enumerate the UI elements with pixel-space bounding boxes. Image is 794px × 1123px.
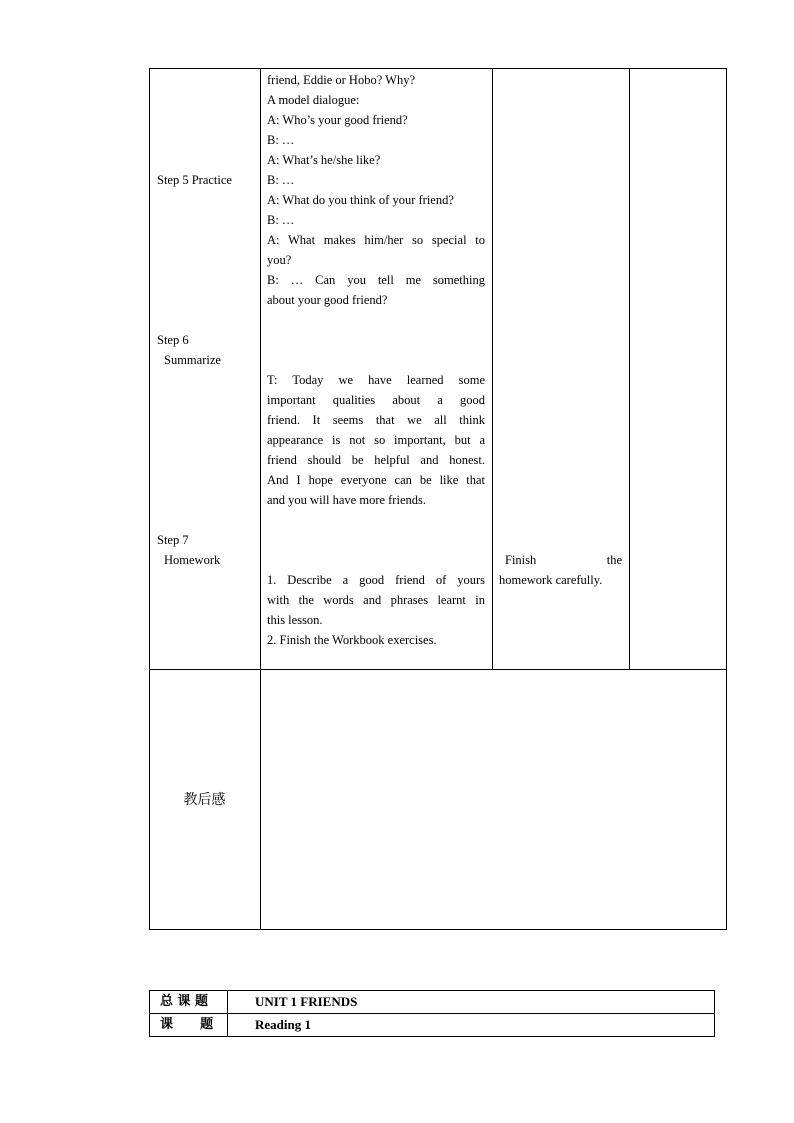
table-border-bottom <box>149 929 727 930</box>
table2-col-divider <box>227 990 228 1037</box>
practice-line: B: … <box>267 173 295 187</box>
step-7-title: Homework <box>164 553 221 567</box>
summary-line: appearance is not so important, but a <box>267 433 485 447</box>
table-col-divider-1 <box>260 68 261 930</box>
table2-border-left <box>149 990 150 1037</box>
practice-line: A model dialogue: <box>267 93 360 107</box>
practice-line: B: … <box>267 133 295 147</box>
table2-border-top <box>149 990 715 991</box>
lesson-topic-label: 课 题 <box>160 1017 214 1032</box>
course-topic-value: UNIT 1 FRIENDS <box>255 994 358 1009</box>
reflection-label: 教后感 <box>183 792 226 808</box>
table-border-right <box>726 68 727 930</box>
table-col-divider-2 <box>492 68 493 670</box>
table2-row-divider <box>149 1013 715 1014</box>
practice-line: you? <box>267 253 292 267</box>
practice-line: about your good friend? <box>267 293 388 307</box>
student-activity-line: homework carefully. <box>499 573 603 587</box>
step-7-label: Step 7 <box>157 533 189 547</box>
step-6-label: Step 6 <box>157 333 189 347</box>
practice-line: friend, Eddie or Hobo? Why? <box>267 73 415 87</box>
course-topic-label: 总 课 题 <box>160 994 209 1009</box>
table2-border-bottom <box>149 1036 715 1037</box>
homework-line: this lesson. <box>267 613 323 627</box>
practice-line: B: … Can you tell me something <box>267 273 485 287</box>
table-col-divider-3 <box>629 68 630 670</box>
practice-line: A: Who’s your good friend? <box>267 113 408 127</box>
summary-line: and you will have more friends. <box>267 493 426 507</box>
summary-line: T: Today we have learned some <box>267 373 485 387</box>
step-6-title: Summarize <box>164 353 221 367</box>
homework-line: with the words and phrases learnt in <box>267 593 485 607</box>
summary-line: friend should be helpful and honest. <box>267 453 485 467</box>
step-5-label: Step 5 Practice <box>157 173 232 187</box>
practice-line: A: What’s he/she like? <box>267 153 381 167</box>
practice-line: A: What makes him/her so special to <box>267 233 485 247</box>
practice-line: B: … <box>267 213 295 227</box>
homework-line: 1. Describe a good friend of yours <box>267 573 485 587</box>
summary-line: friend. It seems that we all think <box>267 413 485 427</box>
table-border-top <box>149 68 727 69</box>
summary-line: important qualities about a good <box>267 393 485 407</box>
homework-line: 2. Finish the Workbook exercises. <box>267 633 437 647</box>
practice-line: A: What do you think of your friend? <box>267 193 454 207</box>
lesson-topic-value: Reading 1 <box>255 1017 311 1032</box>
student-activity-line: Finish the <box>505 553 622 567</box>
summary-line: And I hope everyone can be like that <box>267 473 485 487</box>
table2-border-right <box>714 990 715 1037</box>
table-row-divider <box>149 669 727 670</box>
